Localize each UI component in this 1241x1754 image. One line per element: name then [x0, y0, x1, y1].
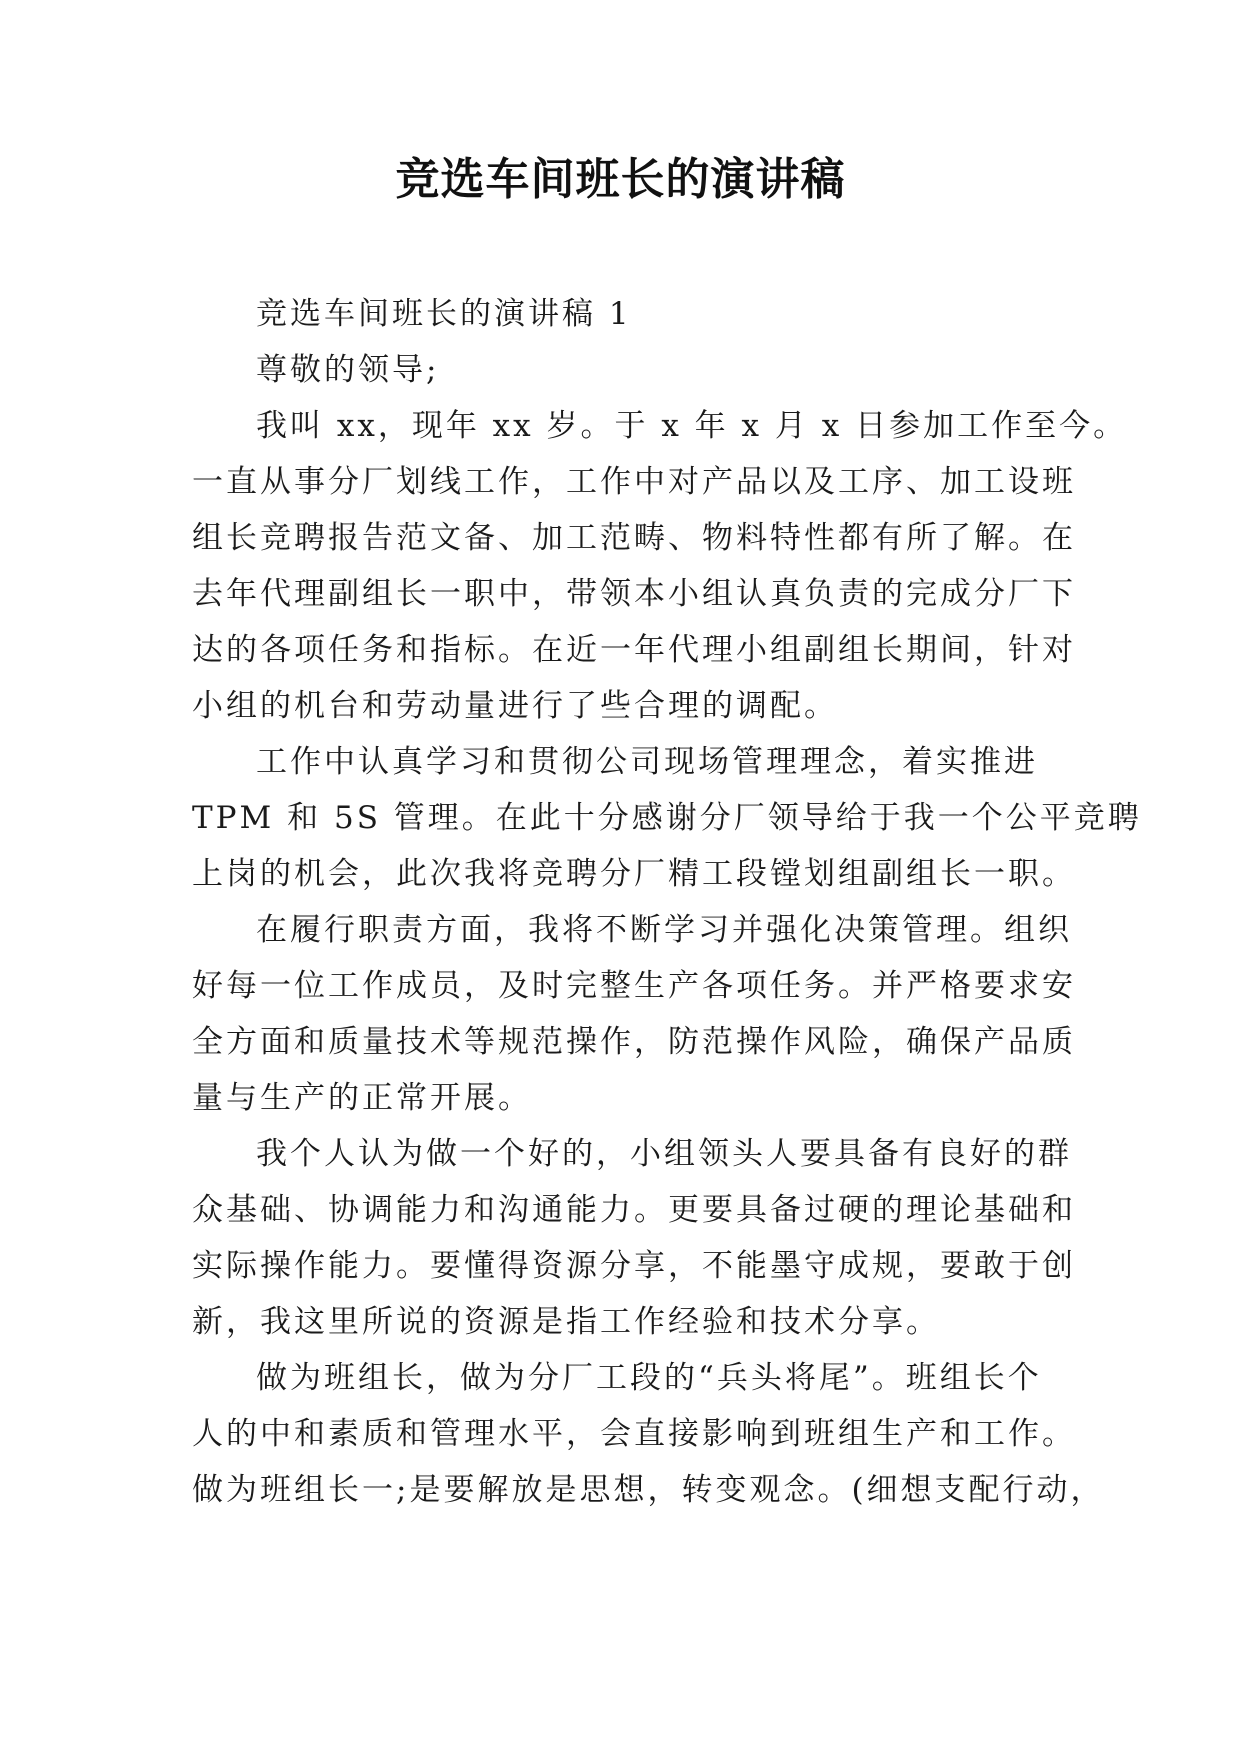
text-line: 众基础、协调能力和沟通能力。更要具备过硬的理论基础和 — [192, 1192, 1076, 1228]
document-title: 竞选车间班长的演讲稿 — [395, 154, 846, 205]
text-line: 人的中和素质和管理水平，会直接影响到班组生产和工作。 — [192, 1416, 1076, 1452]
document-body — [192, 286, 1142, 1518]
text-line: 全方面和质量技术等规范操作，防范操作风险，确保产品质 — [192, 1024, 1076, 1060]
text-line: 组长竞聘报告范文备、加工范畴、物料特性都有所了解。在 — [192, 520, 1076, 556]
text-line: 我叫 xx，现年 xx 岁。于 x 年 x 月 x 日参加工作至今。 — [256, 408, 1128, 444]
text-line: 做为班组长一;是要解放是思想，转变观念。(细想支配行动， — [192, 1472, 1105, 1508]
text-line: 好每一位工作成员，及时完整生产各项任务。并严格要求安 — [192, 968, 1076, 1004]
text-line: 一直从事分厂划线工作，工作中对产品以及工序、加工设班 — [192, 464, 1076, 500]
text-line: 实际操作能力。要懂得资源分享，不能墨守成规，要敢于创 — [192, 1248, 1076, 1284]
text-line: 工作中认真学习和贯彻公司现场管理理念，着实推进 — [256, 744, 1038, 780]
text-line: 我个人认为做一个好的，小组领头人要具备有良好的群 — [256, 1136, 1072, 1172]
text-line: 在履行职责方面，我将不断学习并强化决策管理。组织 — [256, 912, 1072, 948]
text-line: 新，我这里所说的资源是指工作经验和技术分享。 — [192, 1304, 940, 1340]
text-line: 尊敬的领导; — [256, 352, 440, 388]
text-line: 达的各项任务和指标。在近一年代理小组副组长期间，针对 — [192, 632, 1076, 668]
text-line: 竞选车间班长的演讲稿 1 — [256, 296, 632, 332]
text-line: 做为班组长，做为分厂工段的“兵头将尾”。班组长个 — [256, 1360, 1042, 1396]
text-line: 上岗的机会，此次我将竞聘分厂精工段镗划组副组长一职。 — [192, 856, 1076, 892]
text-line: 量与生产的正常开展。 — [192, 1080, 532, 1116]
text-line: 小组的机台和劳动量进行了些合理的调配。 — [192, 688, 838, 724]
text-line: TPM 和 5S 管理。在此十分感谢分厂领导给于我一个公平竞聘 — [192, 800, 1142, 836]
text-line: 去年代理副组长一职中，带领本小组认真负责的完成分厂下 — [192, 576, 1076, 612]
